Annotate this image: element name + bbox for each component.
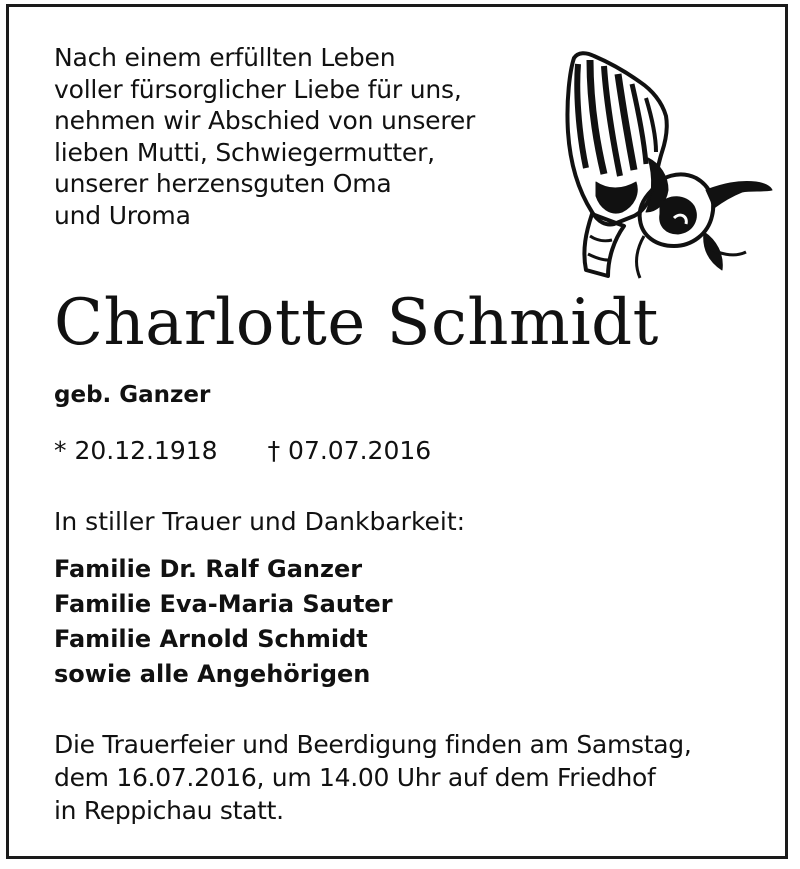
- intro-text: [54, 42, 475, 231]
- ceremony-notice: [54, 728, 691, 827]
- death-date: † 07.07.2016: [267, 436, 432, 465]
- intro-line: und Uroma: [54, 200, 191, 230]
- praying-hands-with-rose-icon: [556, 40, 774, 284]
- mourner-family: Familie Arnold Schmidt: [54, 625, 368, 653]
- intro-line: Nach einem erfüllten Leben: [54, 43, 396, 72]
- ceremony-line: dem 16.07.2016, um 14.00 Uhr auf dem Friedhof: [54, 763, 656, 792]
- mourner-family: Familie Eva-Maria Sauter: [54, 590, 393, 618]
- birth-date: * 20.12.1918: [54, 436, 218, 465]
- intro-line: nehmen wir Abschied von unserer: [54, 106, 476, 135]
- mourners-list: [54, 552, 393, 692]
- maiden-name: geb. Ganzer: [54, 382, 211, 408]
- mourner-family: sowie alle Angehörigen: [54, 660, 371, 688]
- intro-line: voller fürsorglicher Liebe für uns,: [54, 74, 462, 104]
- ceremony-line: in Reppichau statt.: [54, 796, 284, 825]
- deceased-name: Charlotte Schmidt: [54, 286, 659, 360]
- intro-line: unserer herzensguten Oma: [54, 169, 392, 198]
- intro-line: lieben Mutti, Schwiegermutter,: [54, 137, 435, 167]
- mourner-family: Familie Dr. Ralf Ganzer: [54, 555, 363, 583]
- life-dates: [54, 436, 431, 465]
- mourning-intro: In stiller Trauer und Dankbarkeit:: [54, 507, 466, 536]
- ceremony-line: Die Trauerfeier und Beerdigung finden am Samstag,: [54, 730, 692, 759]
